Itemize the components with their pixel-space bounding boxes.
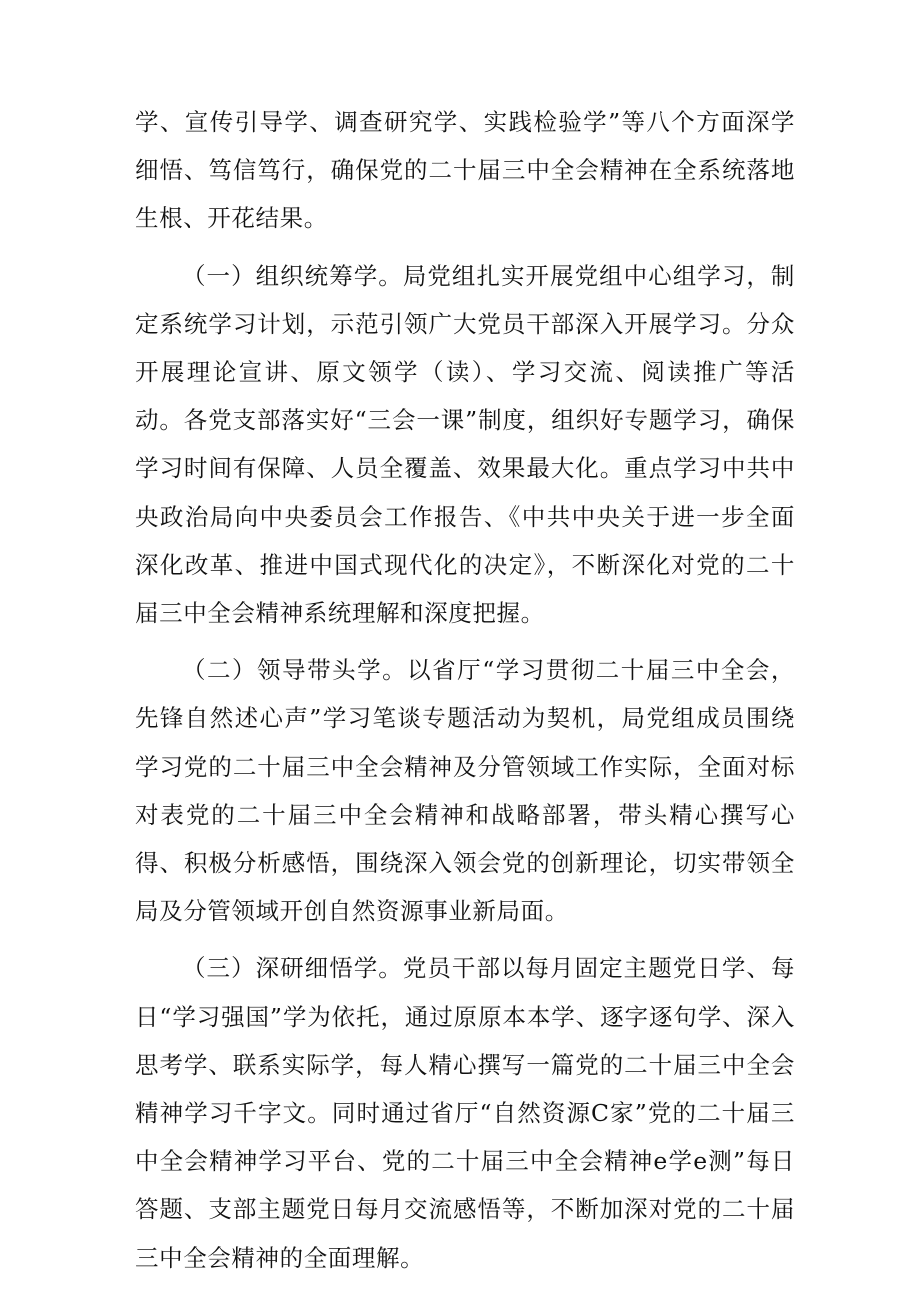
- paragraph-continuation: 学、宣传引导学、调查研究学、实践检验学”等八个方面深学细悟、笃信笃行，确保党的二十届三中全会精神在全系统落地生根、开花结果。: [135, 108, 795, 233]
- document-body: [135, 98, 795, 1282]
- paragraph-gap: [135, 637, 795, 646]
- paragraph-deep-study: （三）深研细悟学。党员干部以每月固定主题党日学、每日“学习强国”学为依托，通过原原本本学、逐字逐句学、深入思考学、联系实际学，每人精心撰写一篇党的二十届三中全会精神学习千字文。同时通过省厅“自然资源C家”党的二十届三中全会精神学习平台、党的二十届三中全会精神e学e测”每日答题、支部主题党日每月交流感悟等，不断加深对党的二十届三中全会精神的全面理解。: [135, 954, 795, 1272]
- paragraph-leaders-study: （二）领导带头学。以省厅“学习贯彻二十届三中全会，先锋自然述心声”学习笔谈专题活动为契机，局党组成员围绕学习党的二十届三中全会精神及分管领域工作实际，全面对标对表党的二十届三中全会精神和战略部署，带头精心撰写心得、积极分析感悟，围绕深入领会党的创新理论，切实带领全局及分管领域开创自然资源事业新局面。: [135, 656, 795, 926]
- paragraph-gap: [135, 935, 795, 944]
- paragraph-organize-study: （一）组织统筹学。局党组扎实开展党组中心组学习，制定系统学习计划，示范引领广大党员干部深入开展学习。分众开展理论宣讲、原文领学（读）、学习交流、阅读推广等活动。各党支部落实好“三会一课”制度，组织好专题学习，确保学习时间有保障、人员全覆盖、效果最大化。重点学习中共中央政治局向中央委员会工作报告、《中共中央关于进一步全面深化改革、推进中国式现代化的决定》，不断深化对党的二十届三中全会精神系统理解和深度把握。: [135, 261, 795, 628]
- paragraph-gap: [135, 243, 795, 252]
